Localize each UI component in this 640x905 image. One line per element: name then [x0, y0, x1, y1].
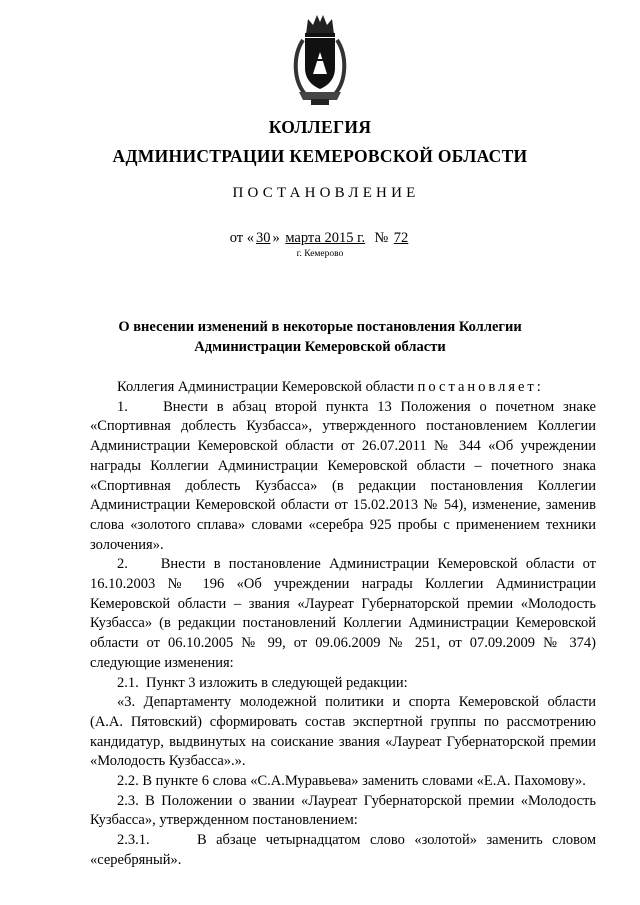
number-label: №	[374, 230, 389, 246]
document-body	[90, 378, 596, 871]
paragraph-2-3: 2.3. В Положении о звании «Лауреат Губернаторской премии «Молодость Кузбасса», утвержденном постановлением:	[90, 792, 596, 829]
paragraph-2: 2. Внести в постановление Администрации Кемеровской области от 16.10.2003 № 196 «Об учреждении награды Коллегии Администрации Кемеровской области – звания «Лауреат Губернаторской премии «Молодость Кузбасса» (в редакции постановлений Коллегии Администрации Кемеровской области от 06.10.2005 № 99, от 09.06.2009 № 251, от 07.09.2009 № 374) следующие изменения:	[90, 556, 596, 671]
document-type: ПОСТАНОВЛЕНИЕ	[232, 185, 420, 201]
title-line1: О внесении изменений в некоторые постановления Коллегии	[118, 319, 522, 335]
kemerovo-coat-of-arms-icon	[291, 10, 349, 107]
date-line	[0, 230, 640, 247]
date-mid: »	[272, 230, 280, 246]
document-title	[0, 317, 640, 357]
document-number: 72	[393, 230, 409, 246]
intro-paragraph	[90, 378, 596, 398]
title-line2: Администрации Кемеровской области	[194, 339, 446, 355]
paragraph-2-1-quote: «3. Департаменту молодежной политики и спорта Кемеровской области (А.А. Пятовский) сформировать состав экспертной группы по рассмотрению кандидатур, выдвинутых на соискание звания «Лауреат Губернаторской премии «Молодость Кузбасса».».	[90, 694, 596, 770]
intro-lead: Коллегия Администрации Кемеровской области	[117, 379, 415, 395]
org-name-line1: КОЛЛЕГИЯ	[268, 117, 372, 137]
date-day: 30	[255, 230, 271, 246]
intro-verb: постановляет:	[417, 379, 544, 395]
date-prefix: от «	[229, 230, 254, 246]
city: г. Кемерово	[296, 249, 344, 259]
paragraph-2-2: 2.2. В пункте 6 слова «С.А.Муравьева» заменить словами «Е.А. Пахомову».	[117, 773, 586, 790]
paragraph-2-1: 2.1. Пункт 3 изложить в следующей редакции:	[117, 674, 408, 691]
org-name-line2: АДМИНИСТРАЦИИ КЕМЕРОВСКОЙ ОБЛАСТИ	[112, 146, 528, 166]
paragraph-1: 1. Внести в абзац второй пункта 13 Положения о почетном знаке «Спортивная доблесть Кузбасса», утвержденного постановлением Коллегии Администрации Кемеровской области от 26.07.2011 № 344 «Об учреждении награды Коллегии Администрации Кемеровской области – почетного знака «Спортивная доблесть Кузбасса» (в редакции постановления Коллегии Администрации Кемеровской области от 15.02.2013 № 54), изменение, заменив слова «золотого сплава» словами «серебра 925 пробы с применением техники золочения».	[90, 398, 596, 553]
paragraph-2-3-1: 2.3.1. В абзаце четырнадцатом слово «золотой» заменить словом «серебряный».	[90, 832, 596, 868]
date-month-year: марта 2015 г.	[285, 230, 366, 246]
